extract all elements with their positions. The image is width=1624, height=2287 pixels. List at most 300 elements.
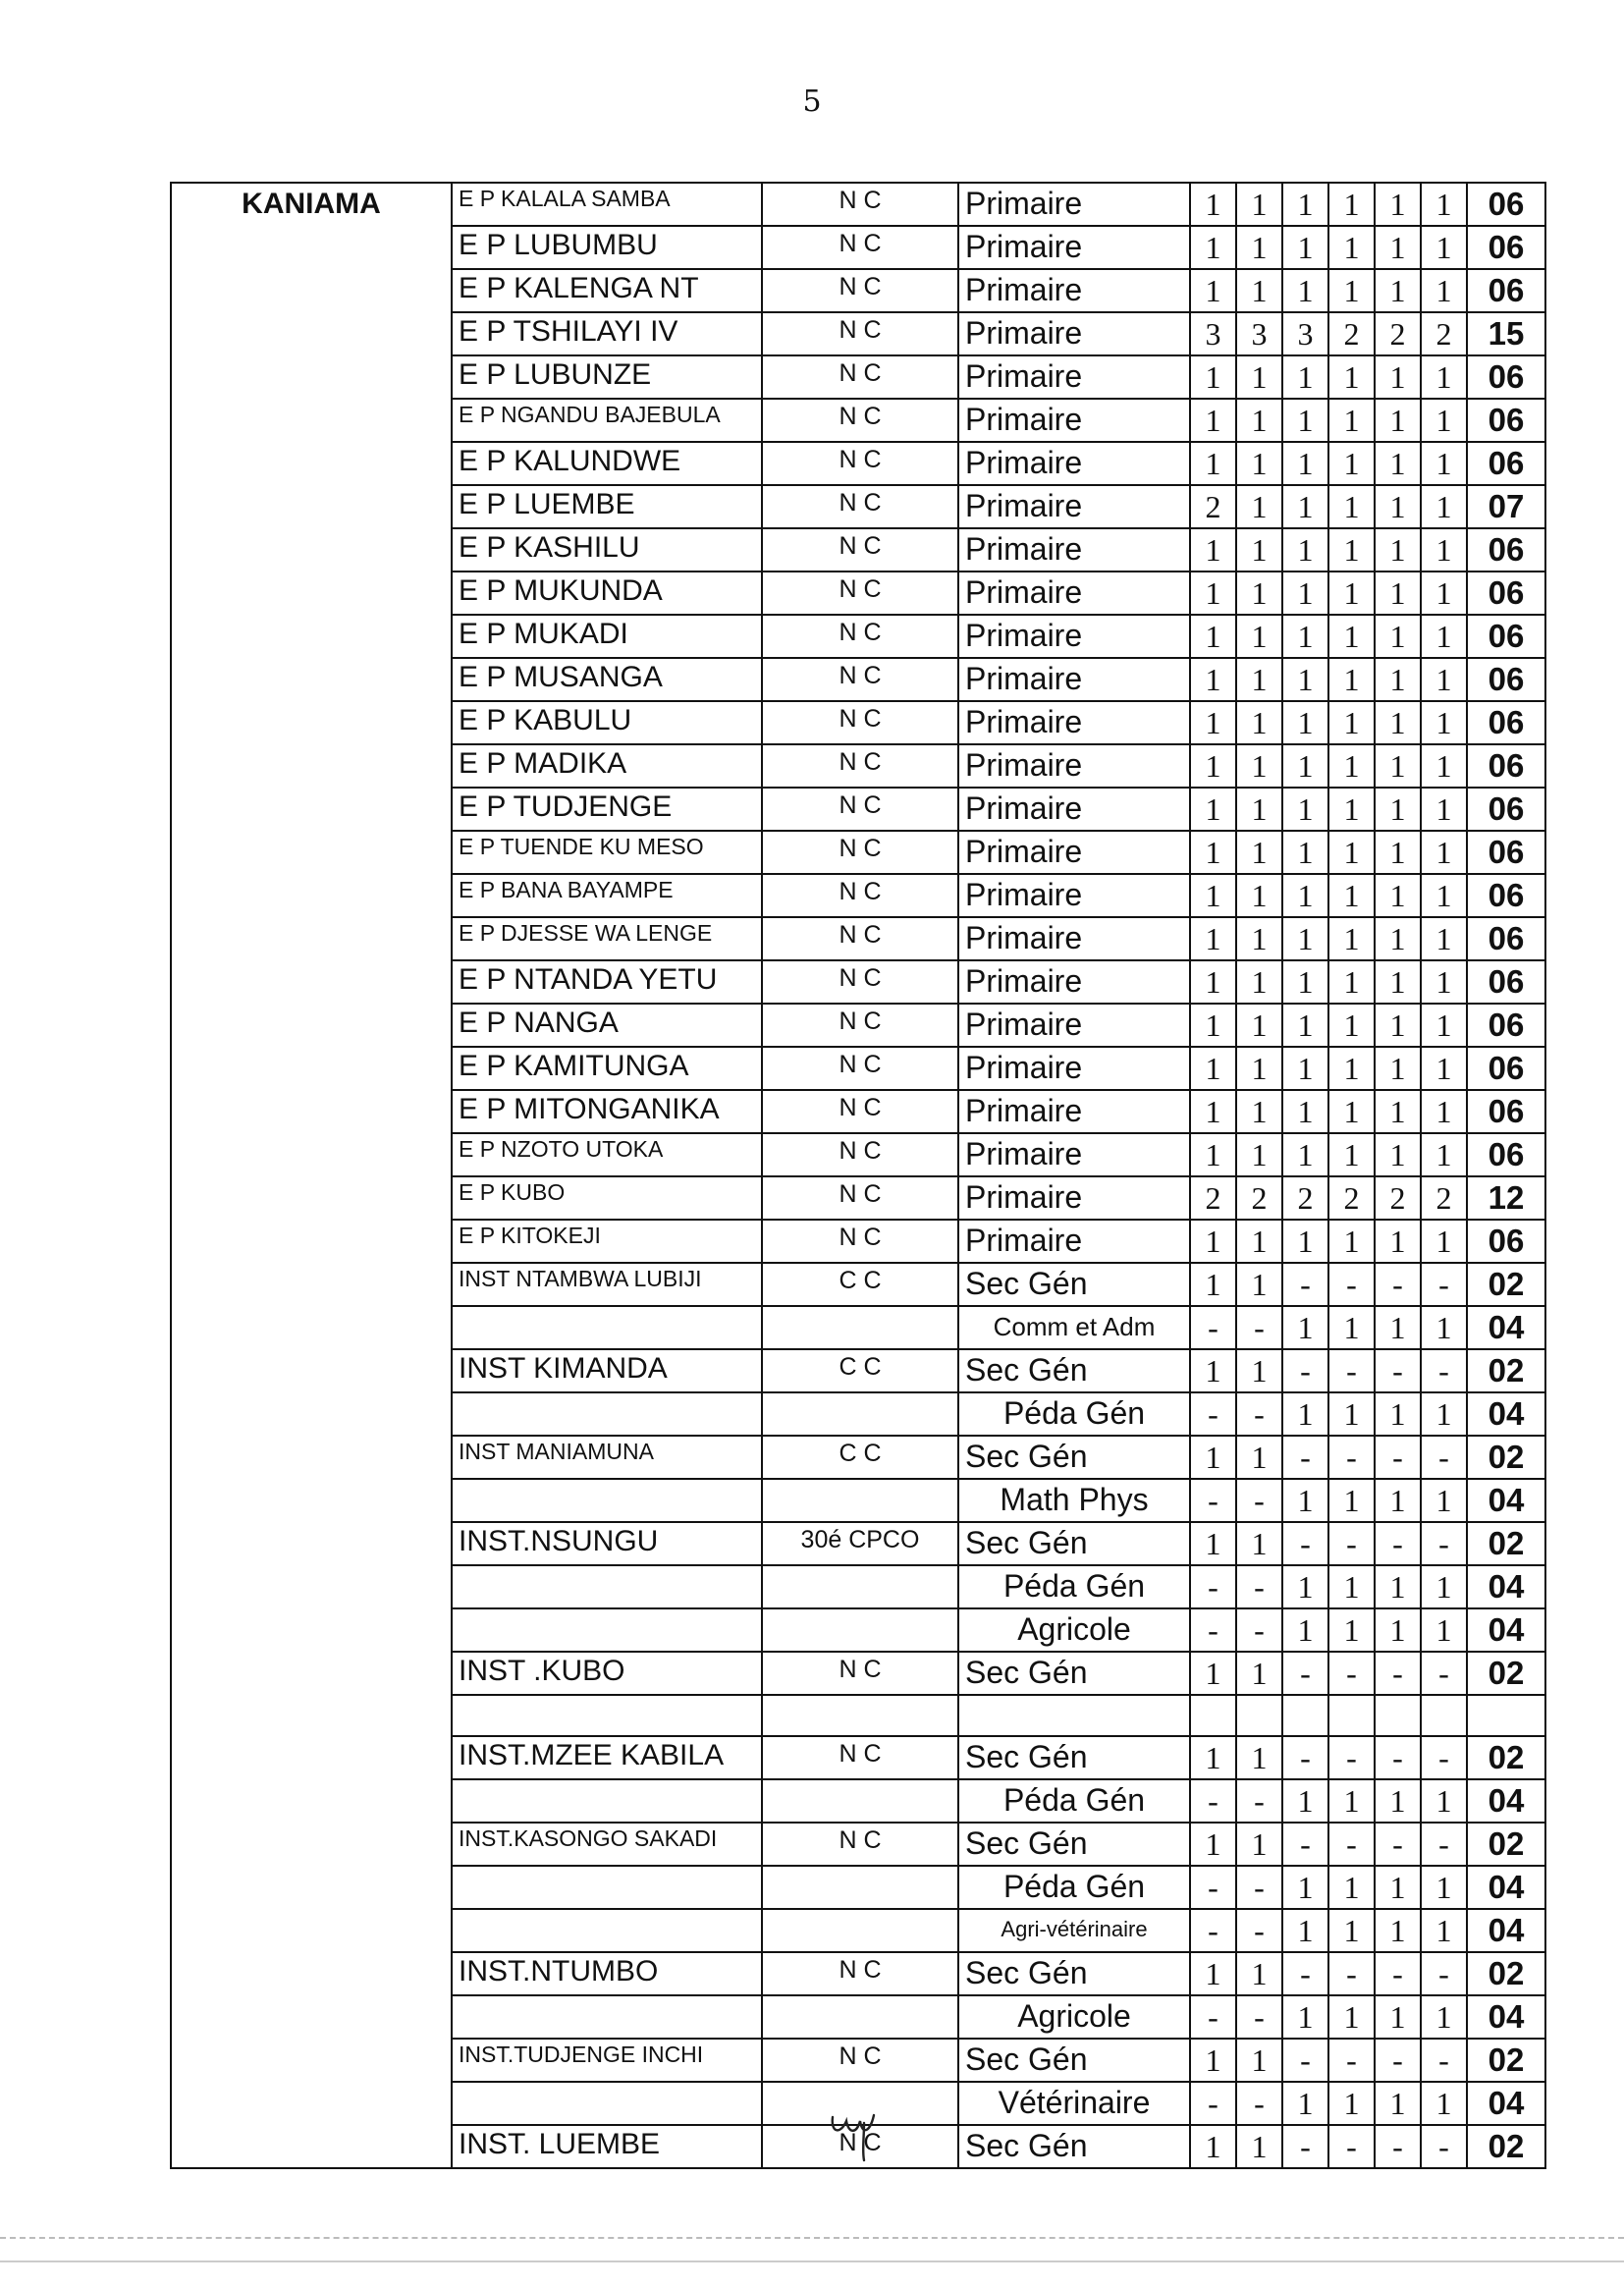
footer-rule — [0, 2237, 1624, 2239]
status-cell: N C — [762, 874, 958, 917]
count-cell: 1 — [1236, 485, 1282, 528]
count-cell: - — [1421, 2039, 1467, 2082]
option-cell: Primaire — [958, 960, 1190, 1004]
total-cell: 04 — [1467, 2082, 1545, 2125]
option-cell: Sec Gén — [958, 1349, 1190, 1392]
option-cell: Primaire — [958, 269, 1190, 312]
count-cell: 1 — [1282, 2082, 1328, 2125]
option-cell: Primaire — [958, 1220, 1190, 1263]
option-cell: Primaire — [958, 442, 1190, 485]
district-name: KANIAMA — [171, 183, 452, 2168]
total-cell: 15 — [1467, 312, 1545, 355]
total-cell: 06 — [1467, 701, 1545, 744]
status-cell: N C — [762, 1220, 958, 1263]
school-name-cell: E P TSHILAYI IV — [452, 312, 762, 355]
total-cell: 06 — [1467, 1090, 1545, 1133]
total-cell: 06 — [1467, 572, 1545, 615]
count-cell: 1 — [1282, 1133, 1328, 1176]
school-name-cell: E P KUBO — [452, 1176, 762, 1220]
count-cell: 1 — [1375, 1047, 1421, 1090]
count-cell: 1 — [1282, 744, 1328, 788]
school-name-cell: E P KALALA SAMBA — [452, 183, 762, 226]
status-cell — [762, 1866, 958, 1909]
count-cell: - — [1236, 1565, 1282, 1608]
count-cell: 1 — [1421, 1004, 1467, 1047]
school-name-cell: E P NZOTO UTOKA — [452, 1133, 762, 1176]
total-cell: 04 — [1467, 1306, 1545, 1349]
count-cell: 1 — [1375, 399, 1421, 442]
count-cell: 1 — [1421, 744, 1467, 788]
count-cell: 1 — [1236, 399, 1282, 442]
count-cell: 1 — [1375, 1608, 1421, 1652]
count-cell: 1 — [1236, 1133, 1282, 1176]
count-cell: 1 — [1421, 355, 1467, 399]
total-cell: 06 — [1467, 917, 1545, 960]
school-name-cell: INST.NSUNGU — [452, 1522, 762, 1565]
option-cell: Primaire — [958, 788, 1190, 831]
count-cell: - — [1328, 1736, 1375, 1779]
total-cell: 02 — [1467, 1823, 1545, 1866]
count-cell: 1 — [1375, 744, 1421, 788]
count-cell: - — [1421, 1652, 1467, 1695]
school-name-cell: E P KAMITUNGA — [452, 1047, 762, 1090]
status-cell: 30é CPCO — [762, 1522, 958, 1565]
count-cell: - — [1328, 1349, 1375, 1392]
count-cell: 1 — [1375, 658, 1421, 701]
count-cell: 2 — [1421, 1176, 1467, 1220]
status-cell: N C — [762, 1090, 958, 1133]
count-cell: - — [1190, 1866, 1236, 1909]
count-cell: - — [1236, 1392, 1282, 1436]
status-cell: N C — [762, 399, 958, 442]
school-name-cell — [452, 1866, 762, 1909]
count-cell: - — [1375, 1436, 1421, 1479]
status-cell: N C — [762, 485, 958, 528]
total-cell: 06 — [1467, 1047, 1545, 1090]
status-cell: N C — [762, 312, 958, 355]
count-cell: 1 — [1421, 1995, 1467, 2039]
status-cell: C C — [762, 1349, 958, 1392]
count-cell: 1 — [1328, 269, 1375, 312]
count-cell: 1 — [1282, 615, 1328, 658]
option-cell: Sec Gén — [958, 2125, 1190, 2168]
total-cell: 04 — [1467, 1479, 1545, 1522]
school-name-cell — [452, 1779, 762, 1823]
status-cell: N C — [762, 1652, 958, 1695]
total-cell: 02 — [1467, 1522, 1545, 1565]
count-cell: 1 — [1190, 1652, 1236, 1695]
count-cell: 1 — [1375, 1392, 1421, 1436]
school-name-cell: E P LUEMBE — [452, 485, 762, 528]
count-cell: 1 — [1236, 226, 1282, 269]
count-cell: 1 — [1236, 1004, 1282, 1047]
count-cell: 1 — [1236, 442, 1282, 485]
count-cell: 1 — [1421, 572, 1467, 615]
count-cell: 1 — [1282, 442, 1328, 485]
count-cell: 2 — [1282, 1176, 1328, 1220]
count-cell: 2 — [1328, 1176, 1375, 1220]
count-cell: 1 — [1328, 1866, 1375, 1909]
count-cell: 1 — [1328, 744, 1375, 788]
count-cell: 1 — [1190, 226, 1236, 269]
count-cell: 1 — [1190, 2125, 1236, 2168]
count-cell: 1 — [1236, 1090, 1282, 1133]
count-cell: 1 — [1282, 1004, 1328, 1047]
count-cell: 1 — [1190, 874, 1236, 917]
count-cell: 1 — [1328, 615, 1375, 658]
option-cell: Péda Gén — [958, 1565, 1190, 1608]
count-cell: 1 — [1421, 615, 1467, 658]
status-cell: N C — [762, 788, 958, 831]
status-cell: N C — [762, 355, 958, 399]
count-cell: 1 — [1328, 226, 1375, 269]
count-cell: 1 — [1375, 1479, 1421, 1522]
count-cell: 1 — [1328, 1004, 1375, 1047]
status-cell: N C — [762, 701, 958, 744]
count-cell: 2 — [1421, 312, 1467, 355]
count-cell: 1 — [1421, 1608, 1467, 1652]
total-cell: 06 — [1467, 399, 1545, 442]
option-cell: Sec Gén — [958, 1652, 1190, 1695]
status-cell: N C — [762, 2039, 958, 2082]
count-cell: 1 — [1282, 831, 1328, 874]
total-cell: 04 — [1467, 1608, 1545, 1652]
count-cell: 1 — [1375, 788, 1421, 831]
count-cell: 1 — [1282, 1909, 1328, 1952]
count-cell: 1 — [1375, 572, 1421, 615]
count-cell: 1 — [1236, 1436, 1282, 1479]
count-cell: - — [1282, 1349, 1328, 1392]
count-cell: 1 — [1236, 788, 1282, 831]
count-cell: - — [1236, 1306, 1282, 1349]
count-cell: 1 — [1421, 399, 1467, 442]
count-cell: 1 — [1236, 1652, 1282, 1695]
option-cell: Primaire — [958, 615, 1190, 658]
count-cell: 1 — [1375, 917, 1421, 960]
count-cell: 1 — [1282, 1995, 1328, 2039]
count-cell: - — [1282, 2125, 1328, 2168]
count-cell: - — [1328, 1522, 1375, 1565]
school-name-cell: E P LUBUNZE — [452, 355, 762, 399]
count-cell: 1 — [1375, 528, 1421, 572]
count-cell: 1 — [1282, 1220, 1328, 1263]
status-cell — [762, 1392, 958, 1436]
status-cell — [762, 1909, 958, 1952]
total-cell: 02 — [1467, 1736, 1545, 1779]
status-cell: N C — [762, 917, 958, 960]
status-cell — [762, 1779, 958, 1823]
schools-table — [170, 182, 1546, 2169]
count-cell: - — [1375, 2125, 1421, 2168]
count-cell: - — [1282, 1436, 1328, 1479]
total-cell: 06 — [1467, 788, 1545, 831]
count-cell: - — [1375, 1349, 1421, 1392]
count-cell: - — [1190, 1306, 1236, 1349]
count-cell: 2 — [1190, 485, 1236, 528]
status-cell: N C — [762, 744, 958, 788]
status-cell: C C — [762, 1263, 958, 1306]
count-cell: 1 — [1236, 355, 1282, 399]
option-cell — [958, 1695, 1190, 1736]
count-cell: 1 — [1282, 355, 1328, 399]
count-cell: 1 — [1282, 917, 1328, 960]
school-name-cell: E P MADIKA — [452, 744, 762, 788]
count-cell — [1282, 1695, 1328, 1736]
option-cell: Primaire — [958, 312, 1190, 355]
status-cell — [762, 1995, 958, 2039]
option-cell: Péda Gén — [958, 1866, 1190, 1909]
option-cell: Sec Gén — [958, 1736, 1190, 1779]
option-cell: Primaire — [958, 831, 1190, 874]
count-cell: 1 — [1421, 917, 1467, 960]
count-cell: 1 — [1328, 831, 1375, 874]
count-cell: 1 — [1282, 1090, 1328, 1133]
count-cell: 1 — [1282, 658, 1328, 701]
count-cell: 1 — [1190, 1522, 1236, 1565]
option-cell: Sec Gén — [958, 1263, 1190, 1306]
total-cell: 02 — [1467, 1652, 1545, 1695]
option-cell: Primaire — [958, 485, 1190, 528]
count-cell: - — [1282, 1736, 1328, 1779]
count-cell: - — [1190, 1779, 1236, 1823]
count-cell: 1 — [1328, 442, 1375, 485]
count-cell: 1 — [1421, 442, 1467, 485]
count-cell: 1 — [1421, 2082, 1467, 2125]
count-cell: - — [1328, 1652, 1375, 1695]
status-cell: N C — [762, 183, 958, 226]
option-cell: Primaire — [958, 658, 1190, 701]
count-cell: 1 — [1236, 1047, 1282, 1090]
count-cell: 1 — [1421, 788, 1467, 831]
total-cell: 12 — [1467, 1176, 1545, 1220]
count-cell: 1 — [1190, 355, 1236, 399]
count-cell: 1 — [1236, 658, 1282, 701]
count-cell: 1 — [1421, 701, 1467, 744]
count-cell: 1 — [1421, 960, 1467, 1004]
total-cell: 06 — [1467, 528, 1545, 572]
status-cell — [762, 1306, 958, 1349]
count-cell: - — [1190, 1479, 1236, 1522]
school-name-cell — [452, 2082, 762, 2125]
count-cell: 1 — [1421, 1047, 1467, 1090]
count-cell: 1 — [1328, 1220, 1375, 1263]
status-cell — [762, 1479, 958, 1522]
count-cell: 1 — [1282, 1306, 1328, 1349]
count-cell: 1 — [1375, 226, 1421, 269]
count-cell: 2 — [1190, 1176, 1236, 1220]
option-cell: Primaire — [958, 1090, 1190, 1133]
count-cell: 1 — [1375, 485, 1421, 528]
count-cell: - — [1328, 2039, 1375, 2082]
count-cell: 1 — [1375, 1866, 1421, 1909]
count-cell — [1328, 1695, 1375, 1736]
count-cell: 1 — [1190, 1263, 1236, 1306]
option-cell: Agricole — [958, 1995, 1190, 2039]
count-cell: - — [1328, 1263, 1375, 1306]
count-cell: - — [1421, 1736, 1467, 1779]
count-cell: 1 — [1282, 485, 1328, 528]
count-cell: 1 — [1421, 1133, 1467, 1176]
option-cell: Primaire — [958, 917, 1190, 960]
count-cell: 1 — [1190, 701, 1236, 744]
school-name-cell: INST MANIAMUNA — [452, 1436, 762, 1479]
school-name-cell: E P MUKADI — [452, 615, 762, 658]
count-cell: 1 — [1190, 1004, 1236, 1047]
count-cell: - — [1421, 2125, 1467, 2168]
table-body — [171, 183, 1545, 2168]
count-cell: 1 — [1328, 917, 1375, 960]
option-cell: Sec Gén — [958, 1952, 1190, 1995]
total-cell: 02 — [1467, 2125, 1545, 2168]
count-cell: 1 — [1190, 1220, 1236, 1263]
total-cell: 04 — [1467, 1392, 1545, 1436]
status-cell: N C — [762, 2125, 958, 2168]
footer-rule — [0, 2260, 1624, 2262]
count-cell: - — [1236, 1866, 1282, 1909]
status-cell — [762, 1565, 958, 1608]
count-cell: 1 — [1328, 2082, 1375, 2125]
count-cell: 1 — [1236, 1263, 1282, 1306]
option-cell: Primaire — [958, 1176, 1190, 1220]
option-cell: Primaire — [958, 701, 1190, 744]
option-cell: Sec Gén — [958, 2039, 1190, 2082]
count-cell: 1 — [1328, 1047, 1375, 1090]
count-cell: 1 — [1282, 1392, 1328, 1436]
count-cell: 1 — [1236, 2125, 1282, 2168]
count-cell: 1 — [1190, 399, 1236, 442]
total-cell: 06 — [1467, 355, 1545, 399]
count-cell: 1 — [1190, 2039, 1236, 2082]
option-cell: Agri-vétérinaire — [958, 1909, 1190, 1952]
count-cell: - — [1236, 2082, 1282, 2125]
count-cell: 1 — [1282, 874, 1328, 917]
school-name-cell: INST.MZEE KABILA — [452, 1736, 762, 1779]
count-cell: 3 — [1236, 312, 1282, 355]
count-cell: 1 — [1328, 528, 1375, 572]
count-cell: - — [1282, 2039, 1328, 2082]
option-cell: Primaire — [958, 572, 1190, 615]
count-cell: - — [1328, 1823, 1375, 1866]
total-cell: 02 — [1467, 1263, 1545, 1306]
total-cell: 06 — [1467, 1004, 1545, 1047]
school-name-cell — [452, 1995, 762, 2039]
total-cell: 04 — [1467, 1909, 1545, 1952]
count-cell: 1 — [1190, 1090, 1236, 1133]
school-name-cell: E P TUENDE KU MESO — [452, 831, 762, 874]
count-cell: 1 — [1421, 183, 1467, 226]
count-cell: 1 — [1421, 1306, 1467, 1349]
count-cell: 1 — [1328, 658, 1375, 701]
count-cell: 1 — [1328, 1995, 1375, 2039]
count-cell: 2 — [1236, 1176, 1282, 1220]
option-cell: Sec Gén — [958, 1823, 1190, 1866]
school-name-cell: INST NTAMBWA LUBIJI — [452, 1263, 762, 1306]
count-cell: - — [1236, 1995, 1282, 2039]
count-cell: 1 — [1375, 269, 1421, 312]
count-cell: 1 — [1190, 1952, 1236, 1995]
count-cell: - — [1190, 1392, 1236, 1436]
count-cell: 2 — [1375, 312, 1421, 355]
count-cell: 1 — [1421, 1779, 1467, 1823]
count-cell: 1 — [1282, 269, 1328, 312]
count-cell: 1 — [1190, 1436, 1236, 1479]
count-cell: 1 — [1236, 1349, 1282, 1392]
status-cell: N C — [762, 658, 958, 701]
count-cell: 1 — [1236, 615, 1282, 658]
count-cell: 1 — [1190, 528, 1236, 572]
count-cell: 1 — [1190, 788, 1236, 831]
count-cell: 1 — [1236, 1220, 1282, 1263]
school-name-cell: INST .KUBO — [452, 1652, 762, 1695]
count-cell: - — [1282, 1823, 1328, 1866]
count-cell: 1 — [1421, 485, 1467, 528]
count-cell: - — [1236, 1479, 1282, 1522]
option-cell: Primaire — [958, 399, 1190, 442]
count-cell: - — [1375, 1652, 1421, 1695]
count-cell: 1 — [1236, 1522, 1282, 1565]
status-cell: N C — [762, 1047, 958, 1090]
option-cell: Primaire — [958, 226, 1190, 269]
count-cell: 1 — [1328, 874, 1375, 917]
total-cell: 04 — [1467, 1995, 1545, 2039]
count-cell: 1 — [1236, 572, 1282, 615]
count-cell: 1 — [1190, 1349, 1236, 1392]
total-cell: 06 — [1467, 744, 1545, 788]
total-cell: 06 — [1467, 874, 1545, 917]
option-cell: Primaire — [958, 355, 1190, 399]
count-cell: - — [1375, 1263, 1421, 1306]
count-cell: 1 — [1421, 1479, 1467, 1522]
school-name-cell: E P DJESSE WA LENGE — [452, 917, 762, 960]
school-name-cell: E P BANA BAYAMPE — [452, 874, 762, 917]
count-cell: 1 — [1328, 1306, 1375, 1349]
total-cell: 02 — [1467, 2039, 1545, 2082]
count-cell: - — [1190, 1608, 1236, 1652]
count-cell: 1 — [1282, 528, 1328, 572]
count-cell: 1 — [1421, 831, 1467, 874]
count-cell: - — [1190, 1909, 1236, 1952]
count-cell: - — [1190, 1565, 1236, 1608]
option-cell: Primaire — [958, 1047, 1190, 1090]
count-cell — [1421, 1695, 1467, 1736]
status-cell: N C — [762, 528, 958, 572]
count-cell: 1 — [1375, 1133, 1421, 1176]
table-row — [171, 183, 1545, 226]
count-cell: 1 — [1375, 183, 1421, 226]
option-cell: Primaire — [958, 528, 1190, 572]
count-cell: 1 — [1190, 658, 1236, 701]
status-cell: N C — [762, 1823, 958, 1866]
count-cell: 1 — [1375, 1995, 1421, 2039]
school-name-cell: E P MUKUNDA — [452, 572, 762, 615]
school-name-cell: E P KABULU — [452, 701, 762, 744]
school-name-cell: E P NTANDA YETU — [452, 960, 762, 1004]
school-name-cell: INST.NTUMBO — [452, 1952, 762, 1995]
count-cell: 1 — [1190, 615, 1236, 658]
count-cell: 1 — [1375, 442, 1421, 485]
option-cell: Primaire — [958, 183, 1190, 226]
count-cell: - — [1236, 1909, 1282, 1952]
total-cell: 02 — [1467, 1436, 1545, 1479]
count-cell: 1 — [1190, 1736, 1236, 1779]
count-cell: 1 — [1282, 1047, 1328, 1090]
total-cell: 04 — [1467, 1866, 1545, 1909]
count-cell: 1 — [1421, 1565, 1467, 1608]
total-cell: 06 — [1467, 831, 1545, 874]
count-cell: 1 — [1421, 1220, 1467, 1263]
count-cell: 1 — [1375, 1004, 1421, 1047]
count-cell: 1 — [1328, 1133, 1375, 1176]
